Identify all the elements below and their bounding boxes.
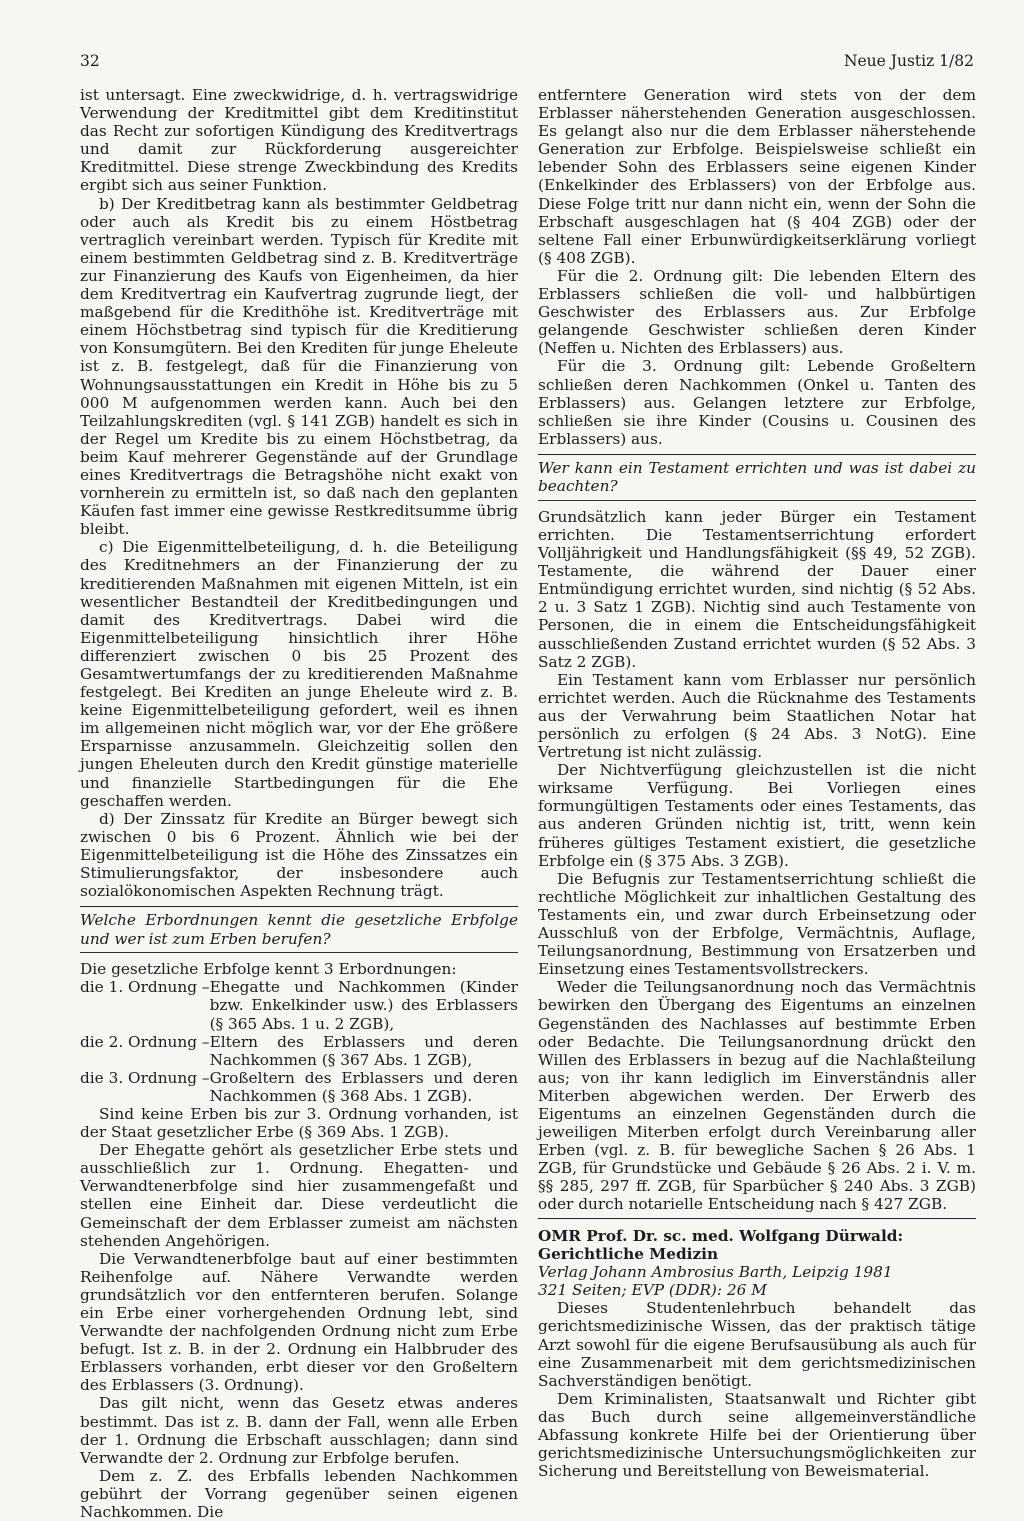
right-paragraph-1: entferntere Generation wird stets von der dem Erblasser näherstehenden Generation ausgeschlossen. Es gelangt also nur die dem Erblasser näherstehende Generation zur Erbfolge. Beispielsweise schließt ein lebender Sohn des Erblassers seine eigenen Kinder (Enkelkinder des Erblassers) von der Erbfolge aus. Diese Folge tritt nur dann nicht ein, wenn der Sohn die Erbschaft ausgeschlagen hat (§ 404 ZGB) oder der seltene Fall einer Erbunwürdigkeitserklärung vorliegt (§ 408 ZGB).: [538, 86, 976, 267]
question-rule-bottom: [80, 952, 518, 953]
right-paragraph-2: Für die 2. Ordnung gilt: Die lebenden Eltern des Erblassers schließen die voll- und halbbürtigen Geschwister des Erblassers aus. Zur Erbfolge gelangende Geschwister schließen deren Kinder (Neffen u. Nichten des Erblassers) aus.: [538, 266, 976, 358]
running-header: [80, 52, 976, 72]
list-item-label: die 3. Ordnung –: [80, 1068, 210, 1087]
right-paragraph-10: Dem Kriminalisten, Staatsanwalt und Richter gibt das Buch durch seine allgemeinverständliche Abfassung konkrete Hilfe bei der Orientierung über gerichtsmedizinische Untersuchungsmöglichkeiten zur Sicherung und Bereitstellung von Beweismaterial.: [538, 1389, 976, 1481]
right-paragraph-5: Ein Testament kann vom Erblasser nur persönlich errichtet werden. Auch die Rücknahme des Testaments aus der Verwahrung beim Staatlichen Notar hat persönlich zu erfolgen (§ 24 Abs. 3 NotG). Eine Vertretung ist nicht zulässig.: [538, 670, 976, 762]
book-review-publisher: Verlag Johann Ambrosius Barth, Leipzig 1981 321 Seiten; EVP (DDR): 26 M: [538, 1262, 893, 1300]
two-column-body: [80, 86, 976, 1521]
list-item: [80, 978, 518, 1032]
right-paragraph-7: Die Befugnis zur Testamentserrichtung schließt die rechtliche Möglichkeit zur inhaltlichen Gestaltung des Testaments ein, und zwar durch Erbeinsetzung oder Ausschluß von der Erbfolge, Vermächtnis, Auflage, Teilungsanordnung, Bestimmung von Ersatzerben und Einsetzung eines Testamentsvollstreckers.: [538, 869, 976, 979]
right-paragraph-3: Für die 3. Ordnung gilt: Lebende Großeltern schließen deren Nachkommen (Onkel u. Tanten des Erblassers) aus. Gelangen letztere zur Erbfolge, schließen sie ihre Kinder (Cousins u. Cousinen des Erblassers) aus.: [538, 357, 976, 448]
list-item: [80, 1033, 518, 1069]
left-paragraph-10: Dem z. Z. des Erbfalls lebenden Nachkommen gebührt der Vorrang gegenüber seinen eigenen Nachkommen. Die: [80, 1466, 518, 1521]
left-paragraph-7: Der Ehegatte gehört als gesetzlicher Erbe stets und ausschließlich zur 1. Ordnung. Ehegatten- und Verwandtenerbfolge sind hier zusammengefaßt und stellen eine Einheit dar. Diese verdeutlicht die Gemeinschaft der dem Erblasser zumeist am nächsten stehenden Angehörigen.: [80, 1141, 518, 1250]
right-column: [538, 86, 976, 1521]
question-heading-erbordnungen: Welche Erbordnungen kennt die gesetzliche Erbfolge und wer ist zum Erben berufen?: [80, 911, 518, 948]
list-item-text: Ehegatte und Nachkommen (Kinder bzw. Enkelkinder usw.) des Erblassers (§ 365 Abs. 1 u. 2 ZGB),: [209, 978, 518, 1033]
left-paragraph-1: ist untersagt. Eine zweckwidrige, d. h. vertragswidrige Verwendung der Kreditmittel gibt dem Kreditinstitut das Recht zur sofortigen Kündigung des Kreditvertrags und damit zur Rückforderung ausgereichter Kreditmittel. Diese strenge Zweckbindung des Kredits ergibt sich aus seiner Funktion.: [80, 86, 518, 195]
left-paragraph-3: c) Die Eigenmittelbeteiligung, d. h. die Beteiligung des Kreditnehmers an der Finanzierung der zu kreditierenden Maßnahmen mit eigenen Mitteln, ist ein wesentlicher Bestandteil der Kreditbedingungen und damit des Kreditvertrags. Dabei wird die Eigenmittelbeteiligung hinsichtlich ihrer Höhe differenziert zwischen 0 bis 25 Prozent des Gesamtwertumfangs der zu kreditierenden Maßnahme festgelegt. Bei Krediten an junge Eheleute wird z. B. keine Eigenmittelbeteiligung gefordert, weil es ihnen im allgemeinen nicht möglich war, vor der Ehe größere Ersparnisse anzusammeln. Gleichzeitig sollen den jungen Eheleuten durch den Kredit günstige materielle und finanzielle Startbedingungen für die Ehe geschaffen werden.: [80, 538, 518, 810]
left-paragraph-5: Die gesetzliche Erbfolge kennt 3 Erbordnungen:: [80, 960, 457, 979]
left-paragraph-6: Sind keine Erben bis zur 3. Ordnung vorhanden, ist der Staat gesetzlicher Erbe (§ 369 Abs. 1 ZGB).: [80, 1104, 518, 1142]
left-paragraph-8: Die Verwandtenerbfolge baut auf einer bestimmten Reihenfolge auf. Nähere Verwandte werden grundsätzlich vor den entfernteren berufen. Solange ein Erbe einer vorhergehenden Ordnung lebt, sind Verwandte der nachfolgenden Ordnung nicht zum Erbe befugt. Ist z. B. in der 2. Ordnung ein Halbbruder des Erblassers vorhanden, erbt dieser vor den Großeltern des Erblassers (3. Ordnung).: [80, 1249, 518, 1395]
question-rule-top: [538, 454, 976, 455]
question-rule-bottom: [538, 500, 976, 501]
question-heading-testament: Wer kann ein Testament errichten und was ist dabei zu beachten?: [538, 458, 976, 496]
left-paragraph-4: d) Der Zinssatz für Kredite an Bürger bewegt sich zwischen 0 bis 6 Prozent. Ähnlich wie bei der Eigenmittelbeteiligung ist die Höhe des Zinssatzes ein Stimulierungsfaktor, der insbesondere auch sozialökonomischen Aspekten Rechnung trägt.: [80, 809, 518, 901]
right-paragraph-6: Der Nichtverfügung gleichzustellen ist die nicht wirksame Verfügung. Bei Vorliegen eines formungültigen Testaments oder eines Testaments, das aus anderen Gründen nichtig ist, tritt, wenn kein früheres gültiges Testament existiert, die gesetzliche Erbfolge ein (§ 375 Abs. 3 ZGB).: [538, 761, 976, 870]
erbordnung-list: [80, 978, 518, 1105]
list-item-label: die 2. Ordnung –: [80, 1032, 210, 1051]
book-review-title: OMR Prof. Dr. sc. med. Wolfgang Dürwald: Gerichtliche Medizin: [538, 1226, 904, 1263]
right-paragraph-9: Dieses Studentenlehrbuch behandelt das gerichtsmedizinische Wissen, das der praktisch tätige Arzt sowohl für die eigene Berufsausübung als auch für eine Zusammenarbeit mit dem gerichtsmedizinischen Sachverständigen benötigt.: [538, 1299, 976, 1390]
right-paragraph-4: Grundsätzlich kann jeder Bürger ein Testament errichten. Die Testamentserrichtung erfordert Volljährigkeit und Handlungsfähigkeit (§§ 49, 52 ZGB). Testamente, die während der Dauer einer Entmündigung errichtet wurden, sind nichtig (§ 52 Abs. 2 u. 3 Satz 1 ZGB). Nichtig sind auch Testamente von Personen, die in einem die Entscheidungsfähigkeit ausschließenden Zustand errichtet wurden (§ 52 Abs. 3 Satz 2 ZGB).: [538, 507, 976, 671]
journal-issue: Neue Justiz 1/82: [843, 52, 974, 70]
left-paragraph-9: Das gilt nicht, wenn das Gesetz etwas anderes bestimmt. Das ist z. B. dann der Fall, wenn alle Erben der 1. Ordnung die Erbschaft ausschlagen; dann sind Verwandte der 2. Ordnung zur Erbfolge berufen.: [80, 1394, 518, 1467]
list-item-text: Eltern des Erblassers und deren Nachkommen (§ 367 Abs. 1 ZGB),: [209, 1032, 518, 1069]
book-review-rule: [538, 1218, 976, 1219]
list-item: [80, 1069, 518, 1105]
left-column: [80, 86, 518, 1521]
list-item-text: Großeltern des Erblassers und deren Nachkommen (§ 368 Abs. 1 ZGB).: [209, 1068, 518, 1105]
list-item-label: die 1. Ordnung –: [80, 978, 210, 997]
right-paragraph-8: Weder die Teilungsanordnung noch das Vermächtnis bewirken den Übergang des Eigentums an einzelnen Gegenständen des Nachlasses auf bestimmte Erben oder Bedachte. Die Teilungsanordnung drückt den Willen des Erblassers in bezug auf die Nachlaßteilung aus; von ihr kann lediglich im Einverständnis aller Miterben abgewichen werden. Der Erwerb des Eigentums an einzelnen Gegenständen durch die jeweiligen Miterben erfolgt durch Vereinbarung aller Erben (vgl. z. B. für bewegliche Sachen § 26 Abs. 1 ZGB, für Grundstücke und Gebäude § 26 Abs. 2 i. V. m. §§ 285, 297 ff. ZGB, für Sparbücher § 240 Abs. 3 ZGB) oder durch notarielle Entscheidung nach § 427 ZGB.: [538, 978, 976, 1214]
question-rule-top: [80, 906, 518, 907]
left-paragraph-2: b) Der Kreditbetrag kann als bestimmter Geldbetrag oder auch als Kredit bis zu einem Höstbetrag vertraglich vereinbart werden. Typisch für Kredite mit einem bestimmten Geldbetrag sind z. B. Kreditverträge zur Finanzierung des Kaufs von Eigenheimen, da hier dem Kreditvertrag ein Kaufvertrag zugrunde liegt, der maßgebend für die Kredithöhe ist. Kreditverträge mit einem Höchstbetrag sind typisch für die Kreditierung von Konsumgütern. Bei den Krediten für junge Eheleute ist z. B. festgelegt, daß für die Finanzierung von Wohnungsausstattungen ein Kredit in Höhe bis zu 5 000 M aufgenommen werden kann. Auch bei den Teilzahlungskrediten (vgl. § 141 ZGB) handelt es sich in der Regel um Kredite bis zu einem Höchstbetrag, da beim Kauf mehrerer Gegenstände auf der Grundlage eines Kreditvertrags die Betragshöhe nicht exakt von vornherein zu ermitteln ist, so daß nach den geplanten Käufen fast immer eine gewisse Restkreditsumme übrig bleibt.: [80, 194, 518, 539]
page-number: 32: [80, 52, 100, 70]
